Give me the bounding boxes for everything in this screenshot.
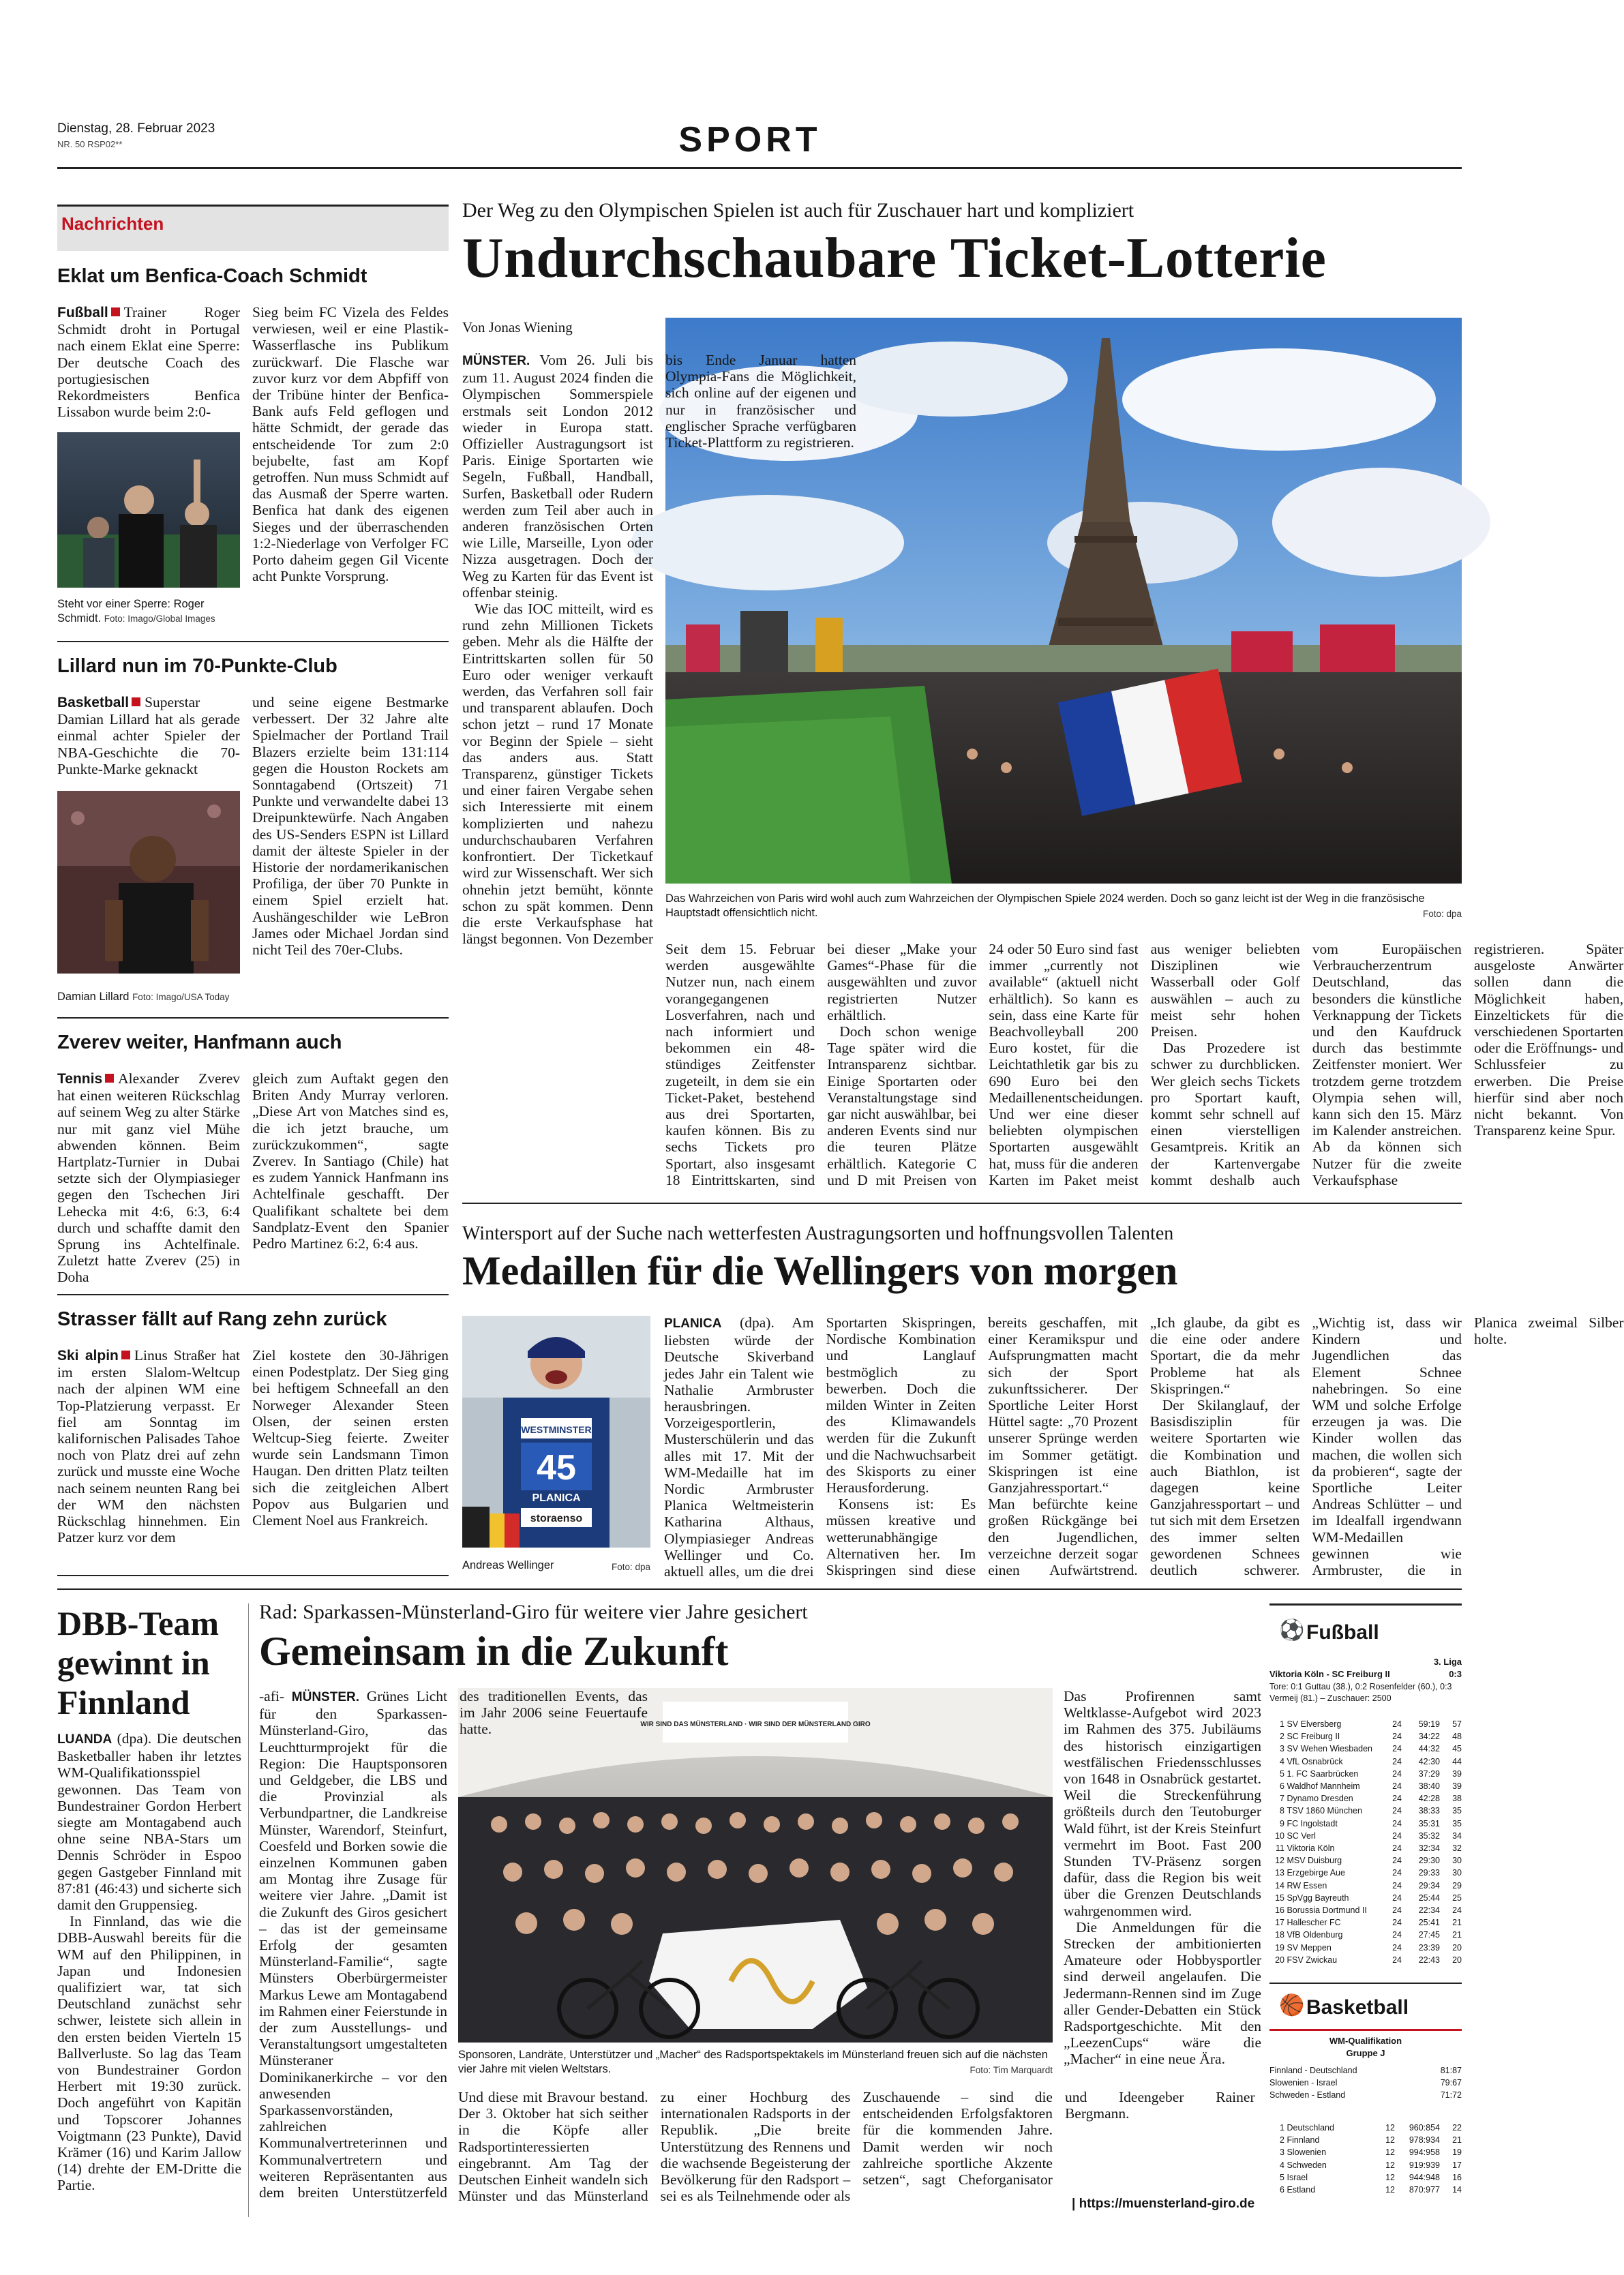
table-score: 944:948 (1409, 2172, 1440, 2182)
dbb-divider (248, 1603, 249, 2217)
table-team: SV Meppen (1284, 1942, 1332, 1953)
news-divider (57, 641, 449, 642)
table-points: 19 (1452, 2148, 1462, 2158)
table-points: 21 (1452, 2135, 1462, 2145)
table-row (1269, 1805, 1462, 1817)
table-points: 35 (1452, 1818, 1462, 1828)
table-pos: 12 (1275, 1856, 1284, 1866)
table-pos: 16 (1275, 1905, 1284, 1916)
dbb-agency: (dpa). (117, 1730, 152, 1747)
giro-body-right (1064, 1688, 1261, 2206)
ski-dateline: PLANICA (664, 1316, 722, 1331)
table-row (1269, 2171, 1462, 2184)
lead-headline: Undurchschaubare Ticket-Lotterie (462, 226, 1327, 290)
table-points: 48 (1452, 1732, 1462, 1742)
table-score: 978:934 (1409, 2135, 1440, 2145)
giro-paragraph: Die Anmeldungen für die Strecken der ambitionierten Amateure oder Hobbysportler sind derweil angelaufen. Die Jedermann-Rennen sind im Zuge aller Gender-Debatten ein Stück Radsportgeschichte. Mit den „LeezenCups“ wäre die „Macher“ in eine neue Ära. (1064, 1918, 1261, 2068)
table-games: 24 (1392, 1856, 1402, 1866)
giro-paragraph: Grünes Licht für den Sparkassen-Münsterland-Giro, das Leuchtturmprojekt für die Region: Die Hauptsponsoren und Geldgeber, die LBS und die Provinzial als Verbundpartner, die Landkreise Münster, Warendorf, Steinfurt, Coesfeld und Borken sowie die einzelnen Kommunen gaben am Montag ihre Zusage für weitere vier Jahre. „Damit ist die Zukunft des Giros gesichert – das ist der gemeinsame Erfolg der gesamten Münsterland-Familie“, sagte Münsters Oberbürgermeister Markus Lewe am Montagabend im Rahmen einer Feierstunde in der zum Ausstellungs- und Veranstaltungsort umgestalteten Münsteraner Dominikanerkirche – vor den anwesenden Sparkassenvorständen, zahlreichen Kommunalvertreterinnen und Kommunalvertretern und weiteren Repräsentanten aus dem breiten Unterstützerfeld des traditionellen Events, das im Jahr 2006 seine Feuertaufe hatte. (259, 1688, 648, 2201)
table-row (1269, 1830, 1462, 1842)
table-goals: 37:29 (1418, 1768, 1440, 1779)
table-pos: 17 (1275, 1918, 1284, 1928)
table-team: Borussia Dortmund II (1284, 1905, 1367, 1916)
table-games: 24 (1392, 1955, 1402, 1965)
photo-giro-group (458, 1688, 1053, 2043)
table-team: Finnland (1284, 2135, 1320, 2145)
news-divider (57, 1017, 449, 1019)
bib-place: PLANICA (532, 1492, 581, 1504)
table-goals: 22:43 (1418, 1955, 1440, 1965)
table-points: 25 (1452, 1893, 1462, 1903)
table-goals: 27:45 (1418, 1930, 1440, 1940)
table-games: 24 (1392, 1893, 1402, 1903)
lead-paragraph: Vom 26. Juli bis zum 11. August 2024 finden die Olympischen Sommerspiele erstmals seit London 2012 wieder in Europa statt. Offizieller Austragungsort ist Paris. Einige Sportarten wie Segeln, Fußball, Handball, Surfen, Basketball oder Rudern werden zum Teil aber auch in anderen französischen Orten wie Lille, Marseille, Lyon oder Nizza ausgetragen. Doch der Weg zu Karten für das Event ist offenbar steinig. (462, 352, 653, 601)
table-row (1269, 1854, 1462, 1867)
dbb-headline: DBB-Team gewinnt in Finnland (57, 1604, 220, 1721)
caption-text: Sponsoren, Landräte, Unterstützer und „Macher“ des Radsportspektakels im Münsterland freuen sich auf die nächsten vier Jahre mit vielen Weltstars. (458, 2049, 1048, 2075)
fussball-match-teams: Viktoria Köln - SC Freiburg II (1269, 1669, 1390, 1679)
table-games: 24 (1392, 1880, 1402, 1890)
caption-wellinger-credit: Foto: dpa (611, 1562, 650, 1572)
news-text: Ziel kostete den 30-Jährigen einen Podestplatz. Der Sieg ging bei heftigem Schneefall an den Norweger Alexander Steen Olsen, der seinen ersten Weltcup-Sieg feierte. Zweiter wurde sein Landsmann Timon Haugan. Den dritten Platz teilten sich die zeitgleichen Albert Popov aus Bulgarien und Clement Noel aus Frankreich. (252, 1347, 449, 1529)
caption-text: Das Wahrzeichen von Paris wird wohl auch zum Wahrzeichen der Olympischen Spiele 2024 werden. Doch so ganz leicht ist der Weg in die französische Hauptstadt offensichtlich nicht. (665, 892, 1425, 919)
table-team: Viktoria Köln (1284, 1843, 1335, 1854)
table-games: 24 (1392, 1768, 1402, 1779)
table-games: 12 (1385, 2135, 1395, 2145)
table-points: 16 (1452, 2172, 1462, 2182)
table-team: SV Wehen Wiesbaden (1284, 1744, 1373, 1754)
result-match: Finnland - Deutschland (1269, 2066, 1357, 2075)
giro-author: -afi- (259, 1688, 284, 1704)
giro-body-col1 (259, 1688, 648, 2206)
table-row (1269, 1904, 1462, 1916)
news-kicker: Basketball (57, 695, 130, 710)
masthead-edition: NR. 50 RSP02** (57, 139, 123, 149)
basketball-standings-table (1269, 2122, 1462, 2196)
table-games: 24 (1392, 1744, 1402, 1754)
giro-url-text: https://muensterland-giro.de (1079, 2197, 1255, 2211)
table-pos: 5 (1280, 2172, 1284, 2182)
table-goals: 25:41 (1418, 1918, 1440, 1928)
news-body-strasser-col2 (252, 1347, 449, 1528)
table-goals: 23:39 (1418, 1942, 1440, 1953)
table-points: 57 (1452, 1719, 1462, 1729)
table-games: 24 (1392, 1794, 1402, 1804)
lead-paragraph: Das Prozedere ist schwer zu durchblicken. Wer gleich sechs Tickets pro Sportart kauft, kommt sehr schnell auf einen vierstelligen Gesamtpreis. Kritik an der Kartenvergabe kommt deshalb auch vom Europäischen Verbraucherzentrum Deutschland, das besonders die künstliche Verknappung der Tickets und den Kaufdruck durch das bestimmte Zeitfenster moniert. Wer trotzdem gerne trotzdem Olympia sehen will, kann sich den 15. März im Kalender anstreichen. Ab da können sich Nutzer für die zweite Verkaufsphase registrieren. Später ausgeloste Anwärter sollen dann die Möglichkeit haben, Einzeltickets für die verschiedenen Sportarten oder die Eröffnungs- und Schlussfeier zu erwerben. Die Preise hierfür sind aber noch nicht bekannt. Von Transparenz keine Spur. (1150, 941, 1624, 1188)
table-row (1269, 1718, 1462, 1730)
news-text: und seine eigene Bestmarke verbessert. Der 32 Jahre alte Spielmacher der Portland Trail Blazers erzielte beim 131:114 gegen die Houston Rockets am Sonntagabend (Ortszeit) 71 Punkte und verwandelte dabei 13 Dreipunktewürfe. Nach Angaben des US-Senders ESPN ist Lillard damit der älteste Spieler in der Historie der nordamerikanischen Profiliga, der über 70 Punkte in einem Spiel erzielt hat. Aushängeschilder wie LeBron James oder Michael Jordan sind nicht Teil des 70er-Clubs. (252, 694, 449, 959)
table-points: 30 (1452, 1856, 1462, 1866)
table-games: 24 (1392, 1830, 1402, 1841)
table-games: 24 (1392, 1843, 1402, 1854)
bib-number: 45 (537, 1448, 576, 1488)
table-games: 12 (1385, 2172, 1395, 2182)
table-team: MSV Duisburg (1284, 1856, 1342, 1866)
table-goals: 29:33 (1418, 1868, 1440, 1878)
caption-schmidt (57, 597, 240, 626)
table-games: 24 (1392, 1756, 1402, 1766)
giro-headline: Gemeinsam in die Zukunft (259, 1629, 729, 1674)
table-row (1269, 1916, 1462, 1929)
table-games: 24 (1392, 1918, 1402, 1928)
table-games: 24 (1392, 1818, 1402, 1828)
fussball-title: Fußball (1306, 1621, 1379, 1644)
table-row (1269, 1929, 1462, 1941)
ski-headline: Medaillen für die Wellingers von morgen (462, 1248, 1178, 1293)
news-body-lillard-col2 (252, 694, 449, 958)
table-row (1269, 1730, 1462, 1743)
table-points: 34 (1452, 1830, 1462, 1841)
masthead-date: Dienstag, 28. Februar 2023 (57, 121, 215, 136)
table-pos: 14 (1275, 1880, 1284, 1890)
fussball-match-result: 0:3 (1449, 1669, 1462, 1679)
table-points: 35 (1452, 1806, 1462, 1816)
dbb-body (57, 1730, 241, 2208)
news-title-benfica: Eklat um Benfica-Coach Schmidt (57, 265, 367, 287)
news-body-zverev-col2 (252, 1070, 449, 1252)
table-row (1269, 1954, 1462, 1966)
news-title-strasser: Strasser fällt auf Rang zehn zurück (57, 1308, 387, 1330)
table-pos: 13 (1275, 1868, 1284, 1878)
table-games: 24 (1392, 1732, 1402, 1742)
table-goals: 35:31 (1418, 1818, 1440, 1828)
table-team: VfL Osnabrück (1284, 1756, 1343, 1766)
table-team: RW Essen (1284, 1880, 1327, 1890)
result-score: 71:72 (1440, 2090, 1462, 2100)
table-score: 919:939 (1409, 2160, 1440, 2170)
table-goals: 22:34 (1418, 1905, 1440, 1916)
fussball-standings-table (1269, 1718, 1462, 1966)
news-text: Trainer Roger Schmidt droht in Portugal nach einem Eklat eine Sperre: Der deutsche Coach des portugiesischen Rekordmeisters Benfica Lissabon wurde beim 2:0- (57, 304, 240, 421)
table-pos: 3 (1280, 2148, 1284, 2158)
table-goals: 42:28 (1418, 1794, 1440, 1804)
table-row (1269, 2064, 1462, 2077)
news-text: gleich zum Auftakt gegen den Briten Andy Murray verloren. „Diese Art von Matches sind es, die ich jetzt brauche, um zurückzukommen“, sagte Zverev. In Santiago (Chile) hat es zudem Yannick Hanfmann ins Achtelfinale geschafft. Der Qualifikant schaltete bei dem Sandplatz-Event den Spanier Pedro Martinez 6:2, 6:4 aus. (252, 1070, 449, 1252)
ski-bottom-rule (57, 1588, 1462, 1590)
caption-lillard (57, 990, 255, 1004)
lead-body-intro (462, 352, 856, 952)
table-pos: 3 (1280, 1744, 1284, 1754)
news-kicker: Tennis (57, 1071, 103, 1087)
result-score: 79:67 (1440, 2078, 1462, 2088)
table-pos: 7 (1280, 1794, 1284, 1804)
table-pos: 2 (1280, 1732, 1284, 1742)
table-team: FSV Zwickau (1284, 1955, 1338, 1965)
table-pos: 19 (1275, 1942, 1284, 1953)
table-games: 24 (1392, 1930, 1402, 1940)
table-score: 870:977 (1409, 2185, 1440, 2195)
table-row (1269, 1942, 1462, 1954)
news-header (57, 205, 449, 251)
table-row (1269, 1743, 1462, 1755)
fussball-header (1279, 1619, 1379, 1644)
news-title-zverev: Zverev weiter, Hanfmann auch (57, 1031, 342, 1053)
news-text: Superstar Damian Lillard hat als gerade einmal achter Spieler der NBA-Geschichte die 70-Punkte-Marke geknackt (57, 694, 240, 777)
fussball-league: 3. Liga (1433, 1657, 1462, 1667)
table-team: SC Verl (1284, 1830, 1316, 1841)
table-row (1269, 1768, 1462, 1780)
lead-paragraph: Wie das IOC mitteilt, wird es rund zehn Millionen Tickets geben. Mehr als die Hälfte der Eintrittskarten sollen für 50 Euro oder weniger verkauft werden, das Verfahren soll fair und transparent ablaufen. Doch schon jetzt – rund 17 Monate vor Beginn der Spiele – sieht das anders aus. Statt Transparenz, günstiger Tickets und einer fairen Vergabe sehen sich Interessierte mit einem komplizierten und nahezu undurchschaubaren Verfahren konfrontiert. Der Ticketkauf wird zur Wissenschaft. Wer sich ohnehin jetzt bemüht, könnte schon zu spät kommen. Denn die erste Verkaufsphase hat längst begonnen. Von Dezember bis Ende Januar hatten Olympia-Fans die Möglichkeit, sich online auf der eigenen und nur in französischer und englischer Sprache verfügbaren Ticket-Plattform zu registrieren. (462, 352, 856, 948)
table-points: 17 (1452, 2160, 1462, 2170)
table-points: 21 (1452, 1918, 1462, 1928)
caption-giro-credit: Foto: Tim Marquardt (969, 2065, 1053, 2075)
table-games: 24 (1392, 1781, 1402, 1792)
caption-credit: Foto: Imago/Global Images (104, 614, 215, 624)
table-points: 21 (1452, 1930, 1462, 1940)
caption-eiffel-credit: Foto: dpa (1422, 909, 1462, 919)
table-team: Deutschland (1284, 2123, 1334, 2133)
table-points: 24 (1452, 1905, 1462, 1916)
table-row (1269, 1867, 1462, 1879)
table-pos: 4 (1280, 2160, 1284, 2170)
caption-credit: Foto: Imago/USA Today (132, 992, 230, 1002)
table-pos: 5 (1280, 1768, 1284, 1779)
masthead-rule (57, 167, 1462, 169)
caption-text: Damian Lillard (57, 991, 130, 1003)
kicker-square (105, 1074, 114, 1083)
table-team: SpVgg Bayreuth (1284, 1893, 1349, 1903)
table-games: 24 (1392, 1719, 1402, 1729)
fussball-match (1269, 1669, 1462, 1679)
table-row (1269, 1880, 1462, 1892)
table-goals: 44:32 (1418, 1744, 1440, 1754)
table-row (1269, 1818, 1462, 1830)
news-kicker: Fußball (57, 305, 108, 320)
giro-dateline: MÜNSTER. (291, 1690, 359, 1704)
table-points: 39 (1452, 1768, 1462, 1779)
lead-paragraph: Doch schon wenige Tage später wird die Intransparenz sichtbar. Einige Sportarten oder Veranstaltungstage sind gar nicht auswählbar, bei anderen Events sind nur die teuren Plätze erhältlich. Kategorie C und D mit Preisen von 24 oder 50 Euro sind fast immer „currently not available“ (aktuell nicht erhältlich). So kann es sein, dass eine Karte für Beachvolleyball 200 Euro kostet, für die Leichtathletik gar bis zu 690 Euro bei den Medaillenentscheidungen. Und wer eine dieser beliebten olympischen Sportarten ausgewählt hat, muss für die anderen Karten im Paket meist aus weniger beliebten Disziplinen wie Wasserball oder Golf auswählen – auch zu meist sehr hohen Preisen. (827, 941, 1300, 1188)
table-points: 39 (1452, 1781, 1462, 1792)
lead-overline: Der Weg zu den Olympischen Spielen ist auch für Zuschauer hart und kompliziert (462, 199, 1134, 222)
result-match: Schweden - Estland (1269, 2090, 1346, 2100)
table-pos: 15 (1275, 1893, 1284, 1903)
news-body-benfica-col1 (57, 304, 240, 420)
table-team: Waldhof Mannheim (1284, 1781, 1360, 1792)
giro-paragraph: Und diese mit Bravour bestand. Der 3. Oktober hat sich seither in die Köpfe aller Radsportinteressierten eingebrannt. Am Tag der Deutschen Einheit wandeln sich Münster und das Münsterland zu einer Hochburg des internationalen Radsports in der Republik. „Die breite Unterstützung des Rennens und die wachsende Begeisterung der Bevölkerung für den Radsport – sei es als Teilnehmende oder als Zuschauende – sind die entscheidenden Erfolgsfaktoren für die kommenden Jahre. Damit werden wir noch zahlreiche sportliche Akzente setzen“, sagt Cheforganisator und Ideengeber Rainer Bergmann. (458, 2089, 1255, 2205)
news-kicker: Ski alpin (57, 1348, 119, 1364)
table-goals: 38:40 (1418, 1781, 1440, 1792)
table-points: 45 (1452, 1744, 1462, 1754)
lead-dateline: MÜNSTER. (462, 354, 530, 368)
table-pos: 1 (1280, 1719, 1284, 1729)
news-bottom-rule (57, 1575, 449, 1576)
ski-paragraph: Der Skilanglauf, der Basisdisziplin für weitere Sportarten wie die Kombination und auch Biathlon, ist dagegen keine Ganzjahressportart – und tut sich mit dem Ersetzen des immer selten gewordenen Schnees deutlich schwerer. „Wichtig ist, dass wir Kindern und Jugendlichen das Element Schnee nahebringen. So eine WM und solche Erfolge erzeugen ja was. Die Kinder wollen das machen, die wollen sich da probieren“, sagte der Sportliche Leiter Andreas Schlütter – und im Idealfall irgendwann WM-Medaillen gewinnen wie Armbruster, die in Planica zweimal Silber holte. (1149, 1314, 1624, 1579)
table-pos: 6 (1280, 1781, 1284, 1792)
caption-text: Steht vor einer Sperre: Roger Schmidt. (57, 598, 205, 624)
table-goals: 59:19 (1418, 1719, 1440, 1729)
kicker-square (111, 307, 120, 316)
dbb-dateline: LUANDA (57, 1732, 112, 1747)
basketball-group: Gruppe J (1346, 2048, 1385, 2058)
news-divider (57, 1294, 449, 1295)
lead-bottom-rule (462, 1203, 1462, 1204)
table-pos: 9 (1280, 1818, 1284, 1828)
table-row (1269, 1892, 1462, 1904)
table-goals: 25:44 (1418, 1893, 1440, 1903)
table-goals: 34:22 (1418, 1732, 1440, 1742)
news-text: Alexander Zverev hat einen weiteren Rückschlag auf seinem Weg zu alter Stärke nur mit ganz viel Mühe abwenden können. Beim Hartplatz-Turnier in Dubai setzte sich der Olympiasieger gegen den Tschechen Jiri Lehecka mit 4:6, 6:3, 6:4 durch und schaffte damit den Sprung ins Achtelfinale. Zuletzt hatte Zverev (25) in Doha (57, 1070, 240, 1286)
table-games: 24 (1392, 1806, 1402, 1816)
table-row (1269, 1792, 1462, 1805)
table-team: FC Ingolstadt (1284, 1818, 1338, 1828)
basketball-icon: 🏀 (1279, 1994, 1305, 2017)
table-score: 960:854 (1409, 2123, 1440, 2133)
scores-box (1269, 1603, 1462, 2210)
result-match: Slowenien - Israel (1269, 2078, 1338, 2088)
kicker-square (132, 697, 140, 706)
table-games: 12 (1385, 2160, 1395, 2170)
section-title: SPORT (678, 120, 822, 160)
table-pos: 4 (1280, 1756, 1284, 1766)
table-points: 14 (1452, 2185, 1462, 2195)
table-points: 20 (1452, 1955, 1462, 1965)
table-row (1269, 2077, 1462, 2089)
table-team: Hallescher FC (1284, 1918, 1341, 1928)
news-body-benfica-col2 (252, 304, 449, 584)
table-pos: 20 (1275, 1955, 1284, 1965)
table-score: 994:958 (1409, 2148, 1440, 2158)
table-goals: 29:34 (1418, 1880, 1440, 1890)
table-team: SV Elversberg (1284, 1719, 1342, 1729)
table-points: 29 (1452, 1880, 1462, 1890)
table-pos: 6 (1280, 2185, 1284, 2195)
table-row (1269, 1780, 1462, 1792)
ski-agency: (dpa). (740, 1314, 775, 1331)
kicker-square (121, 1351, 130, 1359)
table-team: 1. FC Saarbrücken (1284, 1768, 1359, 1779)
bib-sponsor: storaenso (530, 1513, 583, 1524)
news-text: Sieg beim FC Vizela des Feldes verwiesen, weil er eine Plastik-Wasserflasche ins Publikum zurückwarf. Die Flasche war zuvor kurz vor dem Abpfiff von der Tribüne hinter der Benfica-Bank aufs Feld geflogen und hätte Schmidt, der gerade das entscheidende Tor zum 2:0 bejubelte, fast am Kopf getroffen. Nun muss Schmidt auf das Ausmaß der Sperre warten. Benfica hat dank des eigenen Sieges und der überraschenden 1:2-Niederlage von Verfolger FC Porto daheim gegen Gil Vicente acht Punkte Vorsprung. (252, 304, 449, 585)
football-icon: ⚽ (1279, 1619, 1305, 1642)
table-points: 44 (1452, 1756, 1462, 1766)
table-points: 32 (1452, 1843, 1462, 1854)
table-goals: 29:30 (1418, 1856, 1440, 1866)
table-pos: 10 (1275, 1830, 1284, 1841)
ski-overline: Wintersport auf der Suche nach wetterfesten Austragungsorten und hoffnungsvollen Talenten (462, 1223, 1174, 1244)
basketball-title: Basketball (1306, 1996, 1409, 2019)
caption-wellinger: Andreas Wellinger (462, 1559, 554, 1571)
news-body-lillard-col1 (57, 694, 240, 777)
table-games: 12 (1385, 2123, 1395, 2133)
table-row (1269, 1756, 1462, 1768)
table-goals: 35:32 (1418, 1830, 1440, 1841)
lead-byline: Von Jonas Wiening (462, 319, 573, 335)
photo-wellinger (462, 1316, 650, 1548)
giro-paragraph: Das Profirennen samt Weltklasse-Aufgebot wird 2023 im Rahmen des 375. Jubiläums des historisch einzigartigen westfälischen Friedensschlusses von 1648 in Osnabrück gestartet. Weil die Streckenführung größteils durch den Teutoburger Wald führt, ist der Kreis Steinfurt vermehrt im Boot. Fast 200 Stunden TV-Präsenz sorgen dafür, dass die Region bis weit über die Grenzen Deutschlands wahrgenommen wird. (1064, 1688, 1261, 1919)
news-body-zverev-col1 (57, 1070, 240, 1286)
table-team: VfB Oldenburg (1284, 1930, 1343, 1940)
news-header-label: Nachrichten (61, 213, 164, 234)
basketball-competition: WM-Qualifikation (1329, 2036, 1402, 2046)
table-row (1269, 2134, 1462, 2146)
table-team: Dynamo Dresden (1284, 1794, 1353, 1804)
photo-banner: WIR SIND DAS MÜNSTERLAND · WIR SIND DER MÜNSTERLAND GIRO (640, 1721, 871, 1728)
table-points: 20 (1452, 1942, 1462, 1953)
table-team: TSV 1860 München (1284, 1806, 1362, 1816)
table-team: Slowenien (1284, 2148, 1327, 2158)
table-goals: 42:30 (1418, 1756, 1440, 1766)
giro-url-link[interactable]: | https://muensterland-giro.de (1072, 2197, 1255, 2211)
table-pos: 8 (1280, 1806, 1284, 1816)
table-games: 12 (1385, 2185, 1395, 2195)
table-pos: 1 (1280, 2123, 1284, 2133)
table-pos: 18 (1275, 1930, 1284, 1940)
table-pos: 11 (1276, 1843, 1284, 1854)
table-row (1269, 1842, 1462, 1854)
basketball-header (1279, 1994, 1409, 2019)
table-row (1269, 2184, 1462, 2196)
table-points: 38 (1452, 1794, 1462, 1804)
table-row (1269, 2146, 1462, 2158)
table-team: Estland (1284, 2185, 1316, 2195)
news-body-strasser-col1 (57, 1347, 240, 1546)
fussball-detail: Tore: 0:1 Guttau (38.), 0:2 Rosenfelder (60.), 0:3 Vermeij (81.) – Zuschauer: 2500 (1269, 1682, 1452, 1703)
news-title-lillard: Lillard nun im 70-Punkte-Club (57, 655, 337, 677)
table-row (1269, 2122, 1462, 2134)
caption-eiffel (665, 892, 1462, 920)
table-games: 24 (1392, 1868, 1402, 1878)
dbb-paragraph: Die deutschen Basketballer haben ihr letztes WM-Qualifikationsspiel gewonnen. Das Team von Bundestrainer Gordon Herbert siegte am Montagabend auch ohne seine NBA-Stars um Dennis Schröder in Espoo gegen Gastgeber Finnland mit 87:81 (46:43) und sicherte sich damit den Gruppensieg. (57, 1730, 242, 1914)
lead-paragraph: Seit dem 15. Februar werden ausgewählte Nutzer nun, nach einem vorangegangenen Losverfahren, nach und nach informiert und bekommen ein 48-stündiges Zeitfenster zugeteilt, in dem sie ein Ticket-Paket, bestehend aus drei Sportarten, kaufen können. Bis zu sechs Tickets pro Sportart, also insgesamt 18 Eintrittskarten, sind bei dieser „Make your Games“-Phase für die ausgewählten und zuvor registrierten Nutzer erhältlich. (665, 941, 977, 1188)
photo-schmidt (57, 432, 240, 588)
giro-overline: Rad: Sparkassen-Münsterland-Giro für weitere vier Jahre gesichert (259, 1601, 808, 1623)
dbb-paragraph: In Finnland, das wie die DBB-Auswahl bereits für die WM auf den Philippinen, in Japan und Indonesien qualifiziert war, tat sich Deutschland zunächst sehr schwer, leistete sich allein in den ersten beiden Vierteln 15 Ballverluste. So lag das Team von Bundestrainer Gordon Herbert mit 19:30 zurück. Doch angeführt von Kapitän und Topscorer Johannes Voigtmann (23 Punkte), David Krämer (16) und Karim Jallow (14) drehte der EM-Dritte die Partie. (57, 1913, 241, 2194)
table-games: 24 (1392, 1942, 1402, 1953)
table-goals: 32:34 (1418, 1843, 1440, 1854)
table-row (1269, 2159, 1462, 2171)
ski-body-columns (664, 1314, 1624, 1580)
news-text: Linus Straßer hat im ersten Slalom-Weltcup nach der alpinen WM eine Top-Platzierung verpasst. Er fiel am Sonntag im kalifornischen Palisades Tahoe noch von Platz drei auf zehn zurück und musste eine Woche nach seinem neunten Rang bei der WM den nächsten Rückschlag hinnehmen. Ein Patzer kurz vor dem (57, 1347, 241, 1546)
result-score: 81:87 (1440, 2066, 1462, 2075)
table-games: 24 (1392, 1905, 1402, 1916)
table-team: Schweden (1284, 2160, 1327, 2170)
basketball-results (1269, 2064, 1462, 2102)
table-team: Erzgebirge Aue (1284, 1868, 1345, 1878)
table-goals: 38:33 (1418, 1806, 1440, 1816)
ski-paragraph: Konsens ist: Es müssen kreative und wetterunabhängige Alternativen her. Im Skispringen sind diese bereits geschaffen, mit einer Keramikspur und Aufsprungmatten macht sich der Sport zukunftssicherer. Der Sportliche Leiter Horst Hüttel sagte: „70 Prozent unserer Sprünge werden im Sommer getätigt. Skispringen ist eine Ganzjahressportart.“ Man befürchte keine großen Rückgänge bei den Jugendlichen, verzeichne derzeit sogar einen Aufwärtstrend. „Ich glaube, da gibt es die eine oder andere Sportart, die da mehr Probleme hat als Skispringen.“ (826, 1314, 1300, 1579)
table-points: 22 (1452, 2123, 1462, 2133)
lead-body-columns (665, 941, 1624, 1193)
table-games: 12 (1385, 2148, 1395, 2158)
table-points: 30 (1452, 1868, 1462, 1878)
table-team: Israel (1284, 2172, 1308, 2182)
bib-brand: WESTMINSTER (521, 1424, 592, 1435)
table-row (1269, 2089, 1462, 2101)
table-team: SC Freiburg II (1284, 1732, 1340, 1742)
ski-paragraph: Am liebsten würde der Deutsche Skiverband jedes Jahr ein Talent wie Nathalie Armbruster herausbringen. Vorzeigesportlerin, Musterschülerin und das alles mit 17. Mit der WM-Medaille hat im Nordic Armbruster Planica Weltmeisterin Katharina Althaus, Olympiasieger Andreas Wellinger und Co. aktuell alles, um die drei Sportarten Skispringen, Nordische Kombination und Langlauf bestmöglich zu bewerben. Doch die milden Winter in Zeiten des Klimawandels werden für die Zukunft und die Nachwuchsarbeit des Skisports zu einer Herausforderung. (664, 1314, 976, 1580)
photo-lillard (57, 791, 240, 974)
table-pos: 2 (1280, 2135, 1284, 2145)
